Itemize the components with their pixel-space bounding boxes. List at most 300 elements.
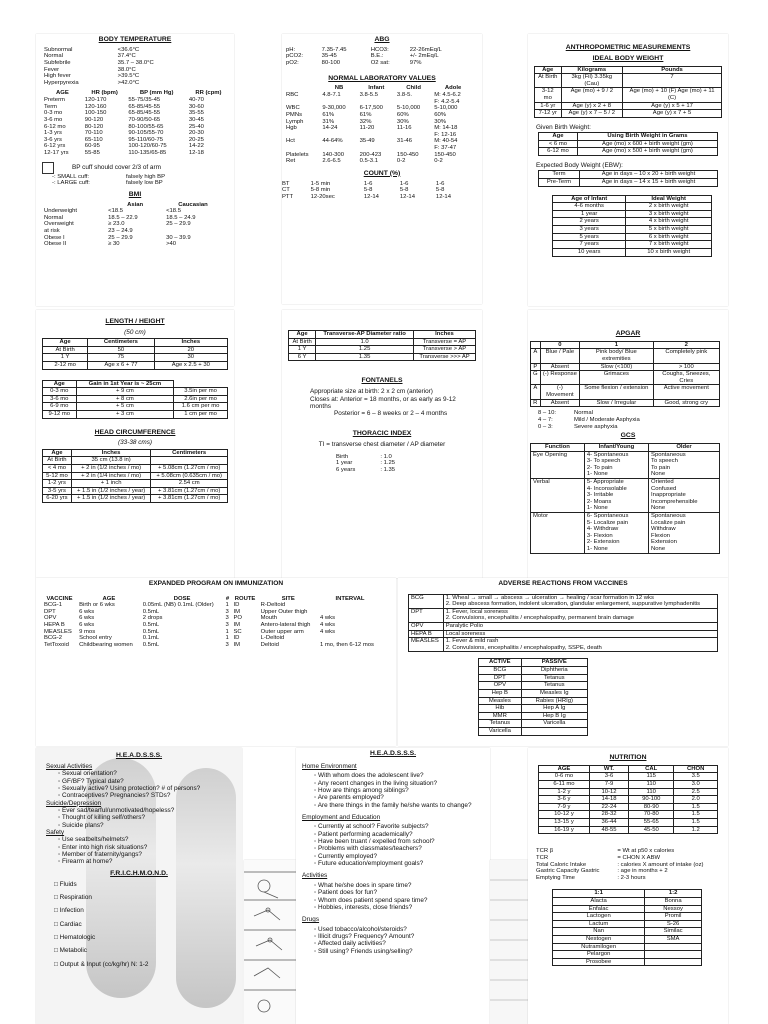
table-cell: Age x 2.5 + 30 [154,362,227,370]
list-item: ◦ Member of fraternity/gangs? [58,851,142,859]
column-header: 2 [653,341,719,349]
table-row [539,171,718,179]
friends-title: F.R.I.C.H.M.O.N.D. [110,869,168,877]
table-cell: 31-46 [396,138,412,145]
table-cell: 0-3 mo [44,110,63,117]
table-cell: 6-12 mo [539,148,578,156]
table-row [282,181,470,188]
table-cell: Antero-lateral thigh [260,622,311,629]
table-cell: Paralytic Polio [443,623,717,631]
list-item: ◦ Still using? Friends using/selling? [314,947,413,955]
table-cell: Hgb [286,125,297,132]
table-row [284,125,474,132]
table-cell: L-Deltoid [260,635,285,642]
count-table [282,181,470,201]
table-cell: 0-2 [396,158,406,165]
ebw-table [538,170,718,186]
table-cell: Measles Ig [521,689,587,697]
column-header: AGE [102,595,116,602]
table-cell: 31% [322,118,335,125]
table-row [553,233,712,241]
table-cell: 3 [225,608,229,615]
table-cell: 90-120 [84,116,104,123]
table-row [334,467,414,474]
table-cell: 4-6 months [553,203,626,211]
table-cell: Subnormal [44,46,73,53]
table-cell: Transverse > AP [414,346,476,354]
table-cell: 1.25 [316,346,414,354]
table-cell: 3kg (Fil) 3.35kg (Cau) [561,74,623,88]
body-temp-table [42,47,192,87]
column-header: Ideal Weight [626,195,712,203]
card-apgar-gcs [528,310,728,578]
table-cell [284,132,320,139]
table-row [42,110,230,117]
table-cell: Nessoy [645,905,702,913]
card-headss-1 [36,748,242,1024]
table-cell: 3-12 mo [535,88,562,102]
table-cell: Age (mo) + 9 / 2 [561,88,623,102]
table-cell: WBC [286,105,300,112]
table-cell: Pre-Term [539,179,580,187]
bmi-table [42,202,222,248]
table-cell [320,132,357,139]
table-cell: 110 [629,781,674,789]
table-cell: 2 years [553,218,626,226]
table-cell: at risk [44,228,60,235]
table-cell: 1-2 yrs [43,480,72,488]
table-cell [521,727,587,735]
table-cell: 61% [359,111,372,118]
table-row [42,228,222,235]
table-row [284,158,474,165]
list-item: ◦ Thought of killing self/others? [58,814,146,822]
table-row [43,487,228,495]
table-cell: 1-3 yrs [44,130,63,137]
table-cell: 45-50 [629,826,674,834]
table-cell: PTT [282,193,294,200]
list-item: ◦ Enter into high risk situations? [58,843,148,851]
table-cell: <18.5 [108,208,124,215]
table-cell: Hep B [479,689,522,697]
table-cell: BCG-2 [44,635,63,642]
list-item: □ Metabolic [54,947,87,955]
table-row [536,410,686,417]
table-cell: Motor [531,513,585,554]
table-cell: (-) Response [540,371,580,385]
table-cell: 6 Y [289,353,316,361]
head-table [42,449,228,503]
epi-table [42,596,382,649]
column-header: Child [406,85,421,92]
column-header: Using Birth Weight in Grams [577,133,717,141]
column-header [531,341,541,349]
column-header: Pounds [623,66,722,74]
table-cell: 0 – 3: [538,423,553,430]
column-header: Function [531,443,585,451]
table-cell: 4 wks [319,615,336,622]
card-length-head [36,310,234,578]
table-cell: OPV [409,623,444,631]
column-header: CHON [674,765,718,773]
table-cell: 70-80 [629,811,674,819]
table-cell: 2.6in per mo [174,395,228,403]
table-cell: 1 Y [289,346,316,354]
table-cell: F: 4.2-5.4 [434,98,460,105]
table-cell: 3 [225,641,229,648]
column-header: AGE [539,765,590,773]
table-cell: 14-24 [322,125,338,132]
table-cell: 7-12 yr [535,110,562,118]
table-cell: pH: [286,46,296,53]
cuff-notes [50,174,200,187]
table-row [553,928,702,936]
table-cell: < 6 mo [539,140,578,148]
table-cell [358,145,395,152]
table-cell: 20 [154,346,227,354]
table-row [42,80,192,87]
table-cell: Age (y) x 7 – 5 / 2 [561,110,623,118]
table-cell: 23 – 24.9 [108,228,133,235]
table-cell: 35-55 [188,110,204,117]
column-header: Centimeters [88,339,154,347]
column-header: Older [649,443,720,451]
column-header: # [225,595,230,602]
list-item: ◦ Use seatbelts/helmets? [58,836,129,844]
table-row [282,194,470,201]
list-item: ◦ Sexually active? Using protection? # of persons? [58,784,201,792]
adverse-table [408,594,718,653]
table-row [42,47,192,54]
table-cell: + 2 in (1/2 inches / mo) [71,465,150,473]
table-row [409,608,718,622]
table-cell: Tetanus [521,682,587,690]
table-row [539,773,718,781]
table-row [539,781,718,789]
table-cell: 20-30 [188,130,204,137]
table-cell: Promil [645,913,702,921]
table-row [284,53,469,60]
table-row [42,124,230,131]
table-cell: Emptying Time [536,874,575,881]
table-cell: 97% [409,60,422,67]
table-cell: 4 wks [319,628,336,635]
column-header: WT. [589,765,628,773]
table-cell: High fever [44,73,71,80]
length-table [42,338,228,369]
table-cell [320,99,357,106]
table-cell: Spontaneous Localize pain Withdraw Flexion Extension None [649,513,720,554]
column-header: Caucasian [178,201,208,208]
table-cell: 1.5 [674,819,718,827]
table-cell: 2-12 mo [43,362,88,370]
body-temp-title: BODY TEMPERATURE [98,36,172,43]
table-cell: + 9 cm [76,388,174,396]
table-cell: Normal [573,410,593,417]
table-cell: 2.0 [674,796,718,804]
table-cell: 6-17,500 [359,105,383,112]
table-cell: 4- Spontaneous 3- To speech 2- To pain 1- None [584,451,648,478]
table-row [479,727,588,735]
table-cell: Deltoid [260,641,279,648]
milk-table [552,889,702,966]
head-sub: (33-38 cms) [117,439,153,447]
table-cell: B.E.: [370,53,384,60]
table-cell: + 2 in (1/4 inches / mo) [71,472,150,480]
table-row [553,943,702,951]
table-cell: 60% [396,111,409,118]
table-cell: 5-8 [399,187,409,194]
table-cell: 11-20 [359,125,375,132]
list-item: ◦ Future education/employment goals? [314,860,424,868]
table-row [534,855,724,862]
table-row [334,460,414,467]
table-cell: HEPA B [44,622,65,629]
table-cell: DPT [479,674,522,682]
table-cell: 5- Appropriate 4- Inconsolable 3- Irritable 2- Moans 1- None [584,478,648,512]
table-cell: 2 drops [142,615,163,622]
table-cell: 1-5 min [310,180,331,187]
table-cell: 100-120/60-75 [128,143,167,150]
table-cell: Alacta [553,897,645,905]
table-cell: ID [233,635,240,642]
table-cell: 0-6 mo [539,773,590,781]
table-row [284,47,469,54]
table-cell: 0-2 [434,158,443,165]
column-header: 1:2 [645,890,702,898]
table-cell: Varicella [521,720,587,728]
table-cell: 65-110 [84,136,103,143]
table-cell: 3.5 [674,773,718,781]
bw-title: Given Birth Weight: [536,123,591,131]
table-cell: Birth [336,453,349,460]
vitals-table [42,90,230,156]
table-cell: 5 x birth weight [626,226,712,234]
table-cell: SC [233,628,242,635]
column-header: Infant [368,85,385,92]
table-cell: Outer upper arm [260,628,304,635]
table-cell: Age in days – 10 x 20 + birth weight [579,171,717,179]
list-item: □ Cardiac [54,920,82,928]
table-cell: 90-105/55-70 [128,130,164,137]
table-cell: +/- 2mEq/L [409,53,439,60]
list-item: □ Respiration [54,894,92,902]
table-cell: = CHON X ABW [617,854,661,861]
table-row [409,630,718,638]
table-cell: P [531,363,541,371]
table-cell: Nestogen [553,936,645,944]
table-cell: BCG-1 [44,602,63,609]
table-cell: Lactogen [553,913,645,921]
table-cell: Nan [553,928,645,936]
column-header: BP (mm Hg) [139,90,174,97]
table-cell: -: SMALL cuff: [52,173,89,180]
fontanels-title: FONTANELS [361,377,403,385]
table-row [531,371,720,385]
column-header: 1 [580,341,653,349]
table-cell: Term [539,171,580,179]
column-header: Age [535,66,562,74]
column-header: NB [334,85,344,92]
card-abg-lab [282,34,482,304]
table-cell: 0.05mL (NB) 0.1mL (Older) [142,602,214,609]
table-cell: Normal [44,53,63,60]
nutrition-formulas [534,848,724,881]
table-cell: O2 sat: [370,60,390,67]
table-cell: 70-110 [84,130,103,137]
table-cell: Lactum [553,920,645,928]
table-cell: 30 [154,354,227,362]
table-row [42,208,222,215]
table-cell: TetToxoid [44,641,69,648]
table-cell: Lymph [286,118,304,125]
table-row [479,697,588,705]
table-cell: + 1.5 in (1/2 inches / year) [71,495,150,503]
table-cell: 1.5 [674,811,718,819]
table-cell: Hep B Ig [521,712,587,720]
table-cell [358,99,395,106]
bp-cuff-text: BP cuff should cover 2/3 of arm [72,163,161,171]
table-cell: F: 12-16 [434,131,457,138]
table-row [43,411,228,419]
table-cell: 12-20sec [310,193,335,200]
headss2-title: H.E.A.D.S.S.S. [369,750,417,757]
table-cell: 14-18 [589,796,628,804]
table-cell: 1 mo, then 6-12 mos [319,641,374,648]
section-heading: Drugs [302,916,320,924]
table-row [43,346,228,354]
list-item: ◦ Are parents employed? [314,794,384,802]
column-header [284,85,320,92]
column-header: CAL [629,765,674,773]
table-row [539,796,718,804]
table-cell: 5-8 min [310,187,331,194]
table-cell: 3 years [553,226,626,234]
table-cell: 60% [434,111,446,118]
table-row [284,99,474,106]
column-header: Age [43,449,72,457]
table-cell [320,145,357,152]
table-row [42,215,222,222]
table-row [282,187,470,194]
table-cell: 3-6 yrs [44,136,63,143]
table-cell: 6 wks [79,622,95,629]
table-cell: 25 – 29.9 [108,234,133,241]
table-cell: 2.6-6.5 [322,158,341,165]
table-cell: <36.6°C [117,46,140,53]
table-cell: >40 [166,241,177,248]
table-cell: 2 x birth weight [626,203,712,211]
table-cell: 0.1mL [142,635,160,642]
table-cell: 55-65 [629,819,674,827]
table-cell: 110-135/65-85 [128,149,167,156]
table-row [479,667,588,675]
table-row [284,112,474,119]
column-header: SITE [281,595,295,602]
table-row [43,495,228,503]
anthro-title: ANTHROPOMETRIC MEASUREMENTS [565,44,691,51]
table-cell: 80-100/55-65 [128,123,164,130]
section-heading: Sexual Activities [46,762,93,770]
table-cell: 5-8 [435,187,445,194]
bw-table [538,132,718,156]
table-row [42,67,192,74]
list-item: ◦ What he/she does in spare time? [314,881,412,889]
card-body-temperature [36,34,234,306]
table-cell: 12-17 yrs [44,149,69,156]
table-row [539,179,718,187]
table-row [42,73,192,80]
table-cell: 6 wks [79,608,95,615]
table-row [50,180,200,187]
table-row [553,226,712,234]
checkbox-icon [42,162,54,174]
card-nutrition [528,748,728,1024]
table-cell: Absent [540,399,580,407]
table-row [284,92,474,99]
table-row [284,119,474,126]
table-cell: Age (mo) x 600 + birth weight (gm) [577,140,717,148]
table-cell: 100-150 [84,110,107,117]
length-sub: (50 cm) [124,328,146,336]
table-cell: 5-8 [363,187,373,194]
table-row [536,417,686,424]
list-item: □ Output & Input (cc/kg/hr) N: 1-2 [54,960,149,968]
table-cell: + 1 inch [71,480,150,488]
table-row [284,60,469,67]
head-title: HEAD CIRCUMFERENCE [94,428,176,436]
table-cell: Obese I [44,234,65,241]
bmi-title: BMI [128,190,142,198]
table-cell: Total Caloric Intake [536,861,587,868]
list-item: ◦ Currently at school? Favorite subjects? [314,823,429,831]
table-cell: Obese II [44,241,67,248]
table-cell: 6 x birth weight [626,233,712,241]
table-cell: 12-14 [399,193,415,200]
table-cell: (-) Movement [540,385,580,399]
table-cell: Hib [479,705,522,713]
table-row [42,137,230,144]
table-cell: 60-95 [84,143,100,150]
table-cell: 11-16 [396,125,412,132]
table-cell: 18.5 – 24.9 [166,214,196,221]
column-header: ROUTE [234,595,256,602]
table-cell: Some flexion / extension [580,385,653,399]
table-cell: Age in days – 14 x 15 + birth weight [579,179,717,187]
table-row [50,174,200,181]
table-cell: BCG [409,594,444,608]
table-cell: 36-44 [589,819,628,827]
table-cell: 65-85/45-55 [128,103,161,110]
table-cell: Mouth [260,615,277,622]
table-cell: Age (mo) + 10 (F) Age (mo) + 11 (C) [623,88,722,102]
section-heading: Employment and Education [302,813,381,821]
table-row [284,132,474,139]
table-row [535,88,722,102]
active-passive-table [478,658,588,735]
table-row [42,235,222,242]
table-cell: 1 [225,628,229,635]
table-cell [284,145,320,152]
table-row [284,145,474,152]
table-cell: 1 year [336,460,353,467]
table-cell: 14-22 [188,143,204,150]
column-header: Infant/Young [584,443,648,451]
table-cell: 6-11 mo [539,781,590,789]
list-item: ◦ Hobbies, interests, close friends? [314,903,413,911]
table-row [284,152,474,159]
length-title: LENGTH / HEIGHT [105,318,165,325]
